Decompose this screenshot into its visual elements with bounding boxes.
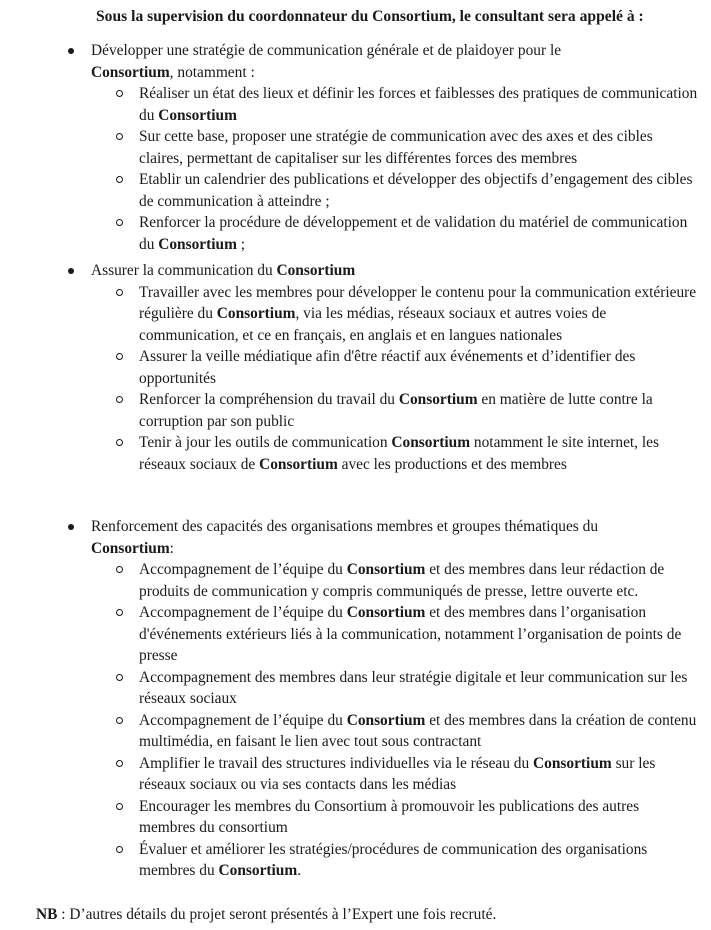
bullet-dot — [68, 268, 74, 274]
sub-list — [68, 282, 698, 476]
circle-bullet — [116, 674, 123, 681]
footnote-nb — [36, 904, 496, 926]
list-item: Assurer la veille médiatique afin d'être réactif aux événements et d’identifier des opportunités — [68, 346, 698, 389]
nb-label: NB — [36, 906, 58, 923]
bullet-dot — [68, 48, 74, 54]
bullet-communication — [68, 260, 698, 475]
bullet-capacity-building — [68, 516, 698, 882]
bullet-text: Renforcement des capacités des organisations membres et groupes thématiques du Consortium: — [91, 518, 599, 557]
circle-bullet — [116, 717, 123, 724]
list-item: Etablir un calendrier des publications et développer des objectifs d’engagement des cibles de communication à atteindre ; — [68, 169, 698, 212]
bullet-text: Assurer la communication du Consortium — [91, 262, 356, 279]
circle-bullet — [116, 133, 123, 140]
circle-bullet — [116, 219, 123, 226]
bullet-communication-strategy — [68, 40, 698, 255]
list-item: Tenir à jour les outils de communication Consortium notamment le site internet, les réseaux sociaux de Consortium avec les productions et des membres — [68, 432, 698, 475]
list-item: Amplifier le travail des structures individuelles via le réseau du Consortium sur les réseaux sociaux ou via ses contacts dans les médias — [68, 753, 698, 796]
circle-bullet — [116, 566, 123, 573]
bullet-dot — [68, 524, 74, 530]
circle-bullet — [116, 609, 123, 616]
list-item: Évaluer et améliorer les stratégies/procédures de communication des organisations membres du Consortium. — [68, 839, 698, 882]
sub-list — [68, 559, 698, 882]
list-item: Accompagnement des membres dans leur stratégie digitale et leur communication sur les réseaux sociaux — [68, 667, 698, 710]
circle-bullet — [116, 353, 123, 360]
circle-bullet — [116, 176, 123, 183]
circle-bullet — [116, 803, 123, 810]
circle-bullet — [116, 396, 123, 403]
circle-bullet — [116, 289, 123, 296]
circle-bullet — [116, 439, 123, 446]
list-item: Accompagnement de l’équipe du Consortium et des membres dans leur rédaction de produits de communication y compris communiqués de presse, lettre ouverte etc. — [68, 559, 698, 602]
list-item: Encourager les membres du Consortium à promouvoir les publications des autres membres du consortium — [68, 796, 698, 839]
list-item: Renforcer la compréhension du travail du Consortium en matière de lutte contre la corruption par son public — [68, 389, 698, 432]
list-item: Travailler avec les membres pour développer le contenu pour la communication extérieure régulière du Consortium, via les médias, réseaux sociaux et autres voies de communication, et ce en français, en anglais et en langues nationales — [68, 282, 698, 347]
sub-list — [68, 83, 698, 255]
circle-bullet — [116, 760, 123, 767]
section-heading: Sous la supervision du coordonnateur du Consortium, le consultant sera appelé à : — [96, 8, 644, 25]
nb-text: : D’autres détails du projet seront présentés à l’Expert une fois recruté. — [57, 906, 497, 923]
list-item: Renforcer la procédure de développement et de validation du matériel de communication du Consortium ; — [68, 212, 698, 255]
list-item: Sur cette base, proposer une stratégie de communication avec des axes et des cibles claires, permettant de capitaliser sur les différentes forces des membres — [68, 126, 698, 169]
circle-bullet — [116, 846, 123, 853]
list-item: Accompagnement de l’équipe du Consortium et des membres dans la création de contenu multimédia, en faisant le lien avec tout sous contractant — [68, 710, 698, 753]
list-item: Accompagnement de l’équipe du Consortium et des membres dans l’organisation d'événements extérieurs liés à la communication, notamment l’organisation de points de presse — [68, 602, 698, 667]
bullet-text: Développer une stratégie de communication générale et de plaidoyer pour le Consortium, notamment : — [91, 42, 562, 81]
list-item: Réaliser un état des lieux et définir les forces et faiblesses des pratiques de communication du Consortium — [68, 83, 698, 126]
circle-bullet — [116, 90, 123, 97]
